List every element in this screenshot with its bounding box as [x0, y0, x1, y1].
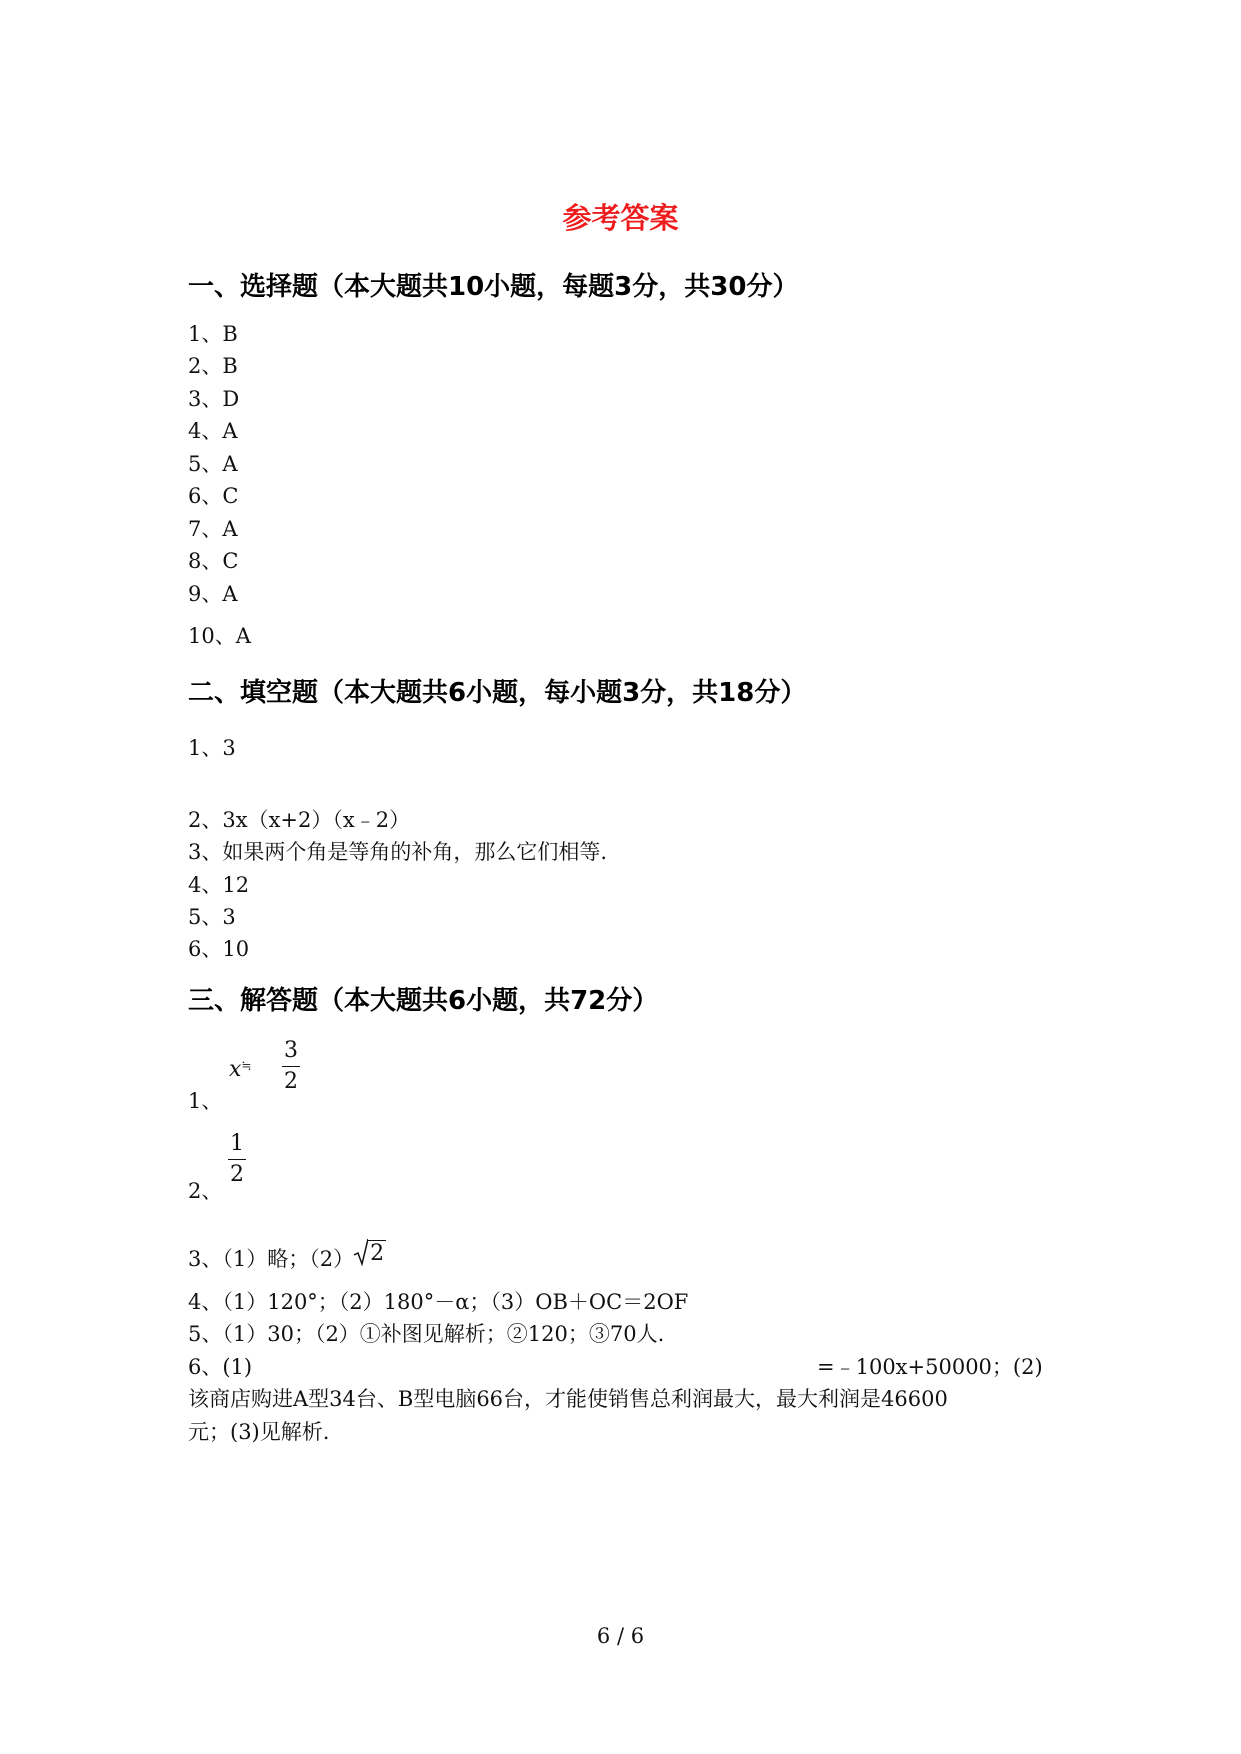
fill-answer: 5、3 — [188, 905, 236, 929]
solve-q6-line2: 该商店购进A型34台、B型电脑66台，才能使销售总利润最大，最大利润是46600 — [188, 1387, 948, 1411]
radicand: 2 — [370, 1241, 385, 1266]
choice-answer: 2、B — [188, 354, 238, 378]
choice-answer: 4、A — [188, 419, 238, 443]
solve-q3 — [188, 1238, 386, 1273]
section-heading-choice: 一、选择题（本大题共10小题，每题3分，共30分） — [188, 272, 799, 302]
choice-answer: 10、A — [188, 624, 251, 648]
fill-answer: 2、3x（x+2）（x﹣2） — [188, 808, 411, 832]
choice-answer: 9、A — [188, 582, 238, 606]
solve-q1-expression — [229, 1057, 251, 1082]
choice-answer: 8、C — [188, 549, 239, 573]
solve-q3-text: 3、（1）略；（2） — [188, 1247, 355, 1271]
solve-q5: 5、（1）30；（2）①补图见解析；②120；③70人. — [188, 1322, 665, 1346]
fill-answer: 4、12 — [188, 873, 250, 897]
section-heading-fill: 二、填空题（本大题共6小题，每小题3分，共18分） — [188, 678, 807, 708]
choice-answer: 6、C — [188, 484, 239, 508]
solve-q1-prefix: 1、 — [188, 1089, 223, 1113]
fill-answer: 1、3 — [188, 736, 236, 760]
square-root — [354, 1238, 386, 1266]
fraction-denominator: 2 — [230, 1162, 244, 1187]
choice-answer: 1、B — [188, 322, 238, 346]
solve-q6-formula: =﹣100x+50000；(2) — [817, 1355, 1043, 1379]
fill-answer: 3、如果两个角是等角的补角，那么它们相等. — [188, 840, 608, 864]
fraction-numerator: 1 — [228, 1133, 246, 1160]
choice-answer: 3、D — [188, 387, 240, 411]
section-heading-solve: 三、解答题（本大题共6小题，共72分） — [188, 986, 659, 1016]
relation-symbol: ≒ — [241, 1058, 252, 1073]
solve-q6-line3: 元；(3)见解析. — [188, 1420, 330, 1444]
fraction-denominator: 2 — [284, 1069, 298, 1094]
variable-x: x — [229, 1057, 242, 1082]
page-number: 6 / 6 — [596, 1624, 645, 1648]
choice-answer: 7、A — [188, 517, 238, 541]
fraction-numerator: 3 — [282, 1040, 300, 1067]
solve-q1-fraction — [282, 1040, 300, 1093]
choice-answer: 5、A — [188, 452, 238, 476]
solve-q2-fraction — [228, 1133, 246, 1186]
radical-sign-icon — [354, 1238, 368, 1266]
solve-q6-start: 6、(1) — [188, 1355, 253, 1379]
page-title: 参考答案 — [562, 201, 679, 235]
solve-q4: 4、（1）120°；（2）180°－α；（3）OB＋OC＝2OF — [188, 1290, 689, 1314]
solve-q2-prefix: 2、 — [188, 1179, 223, 1203]
fill-answer: 6、10 — [188, 937, 250, 961]
